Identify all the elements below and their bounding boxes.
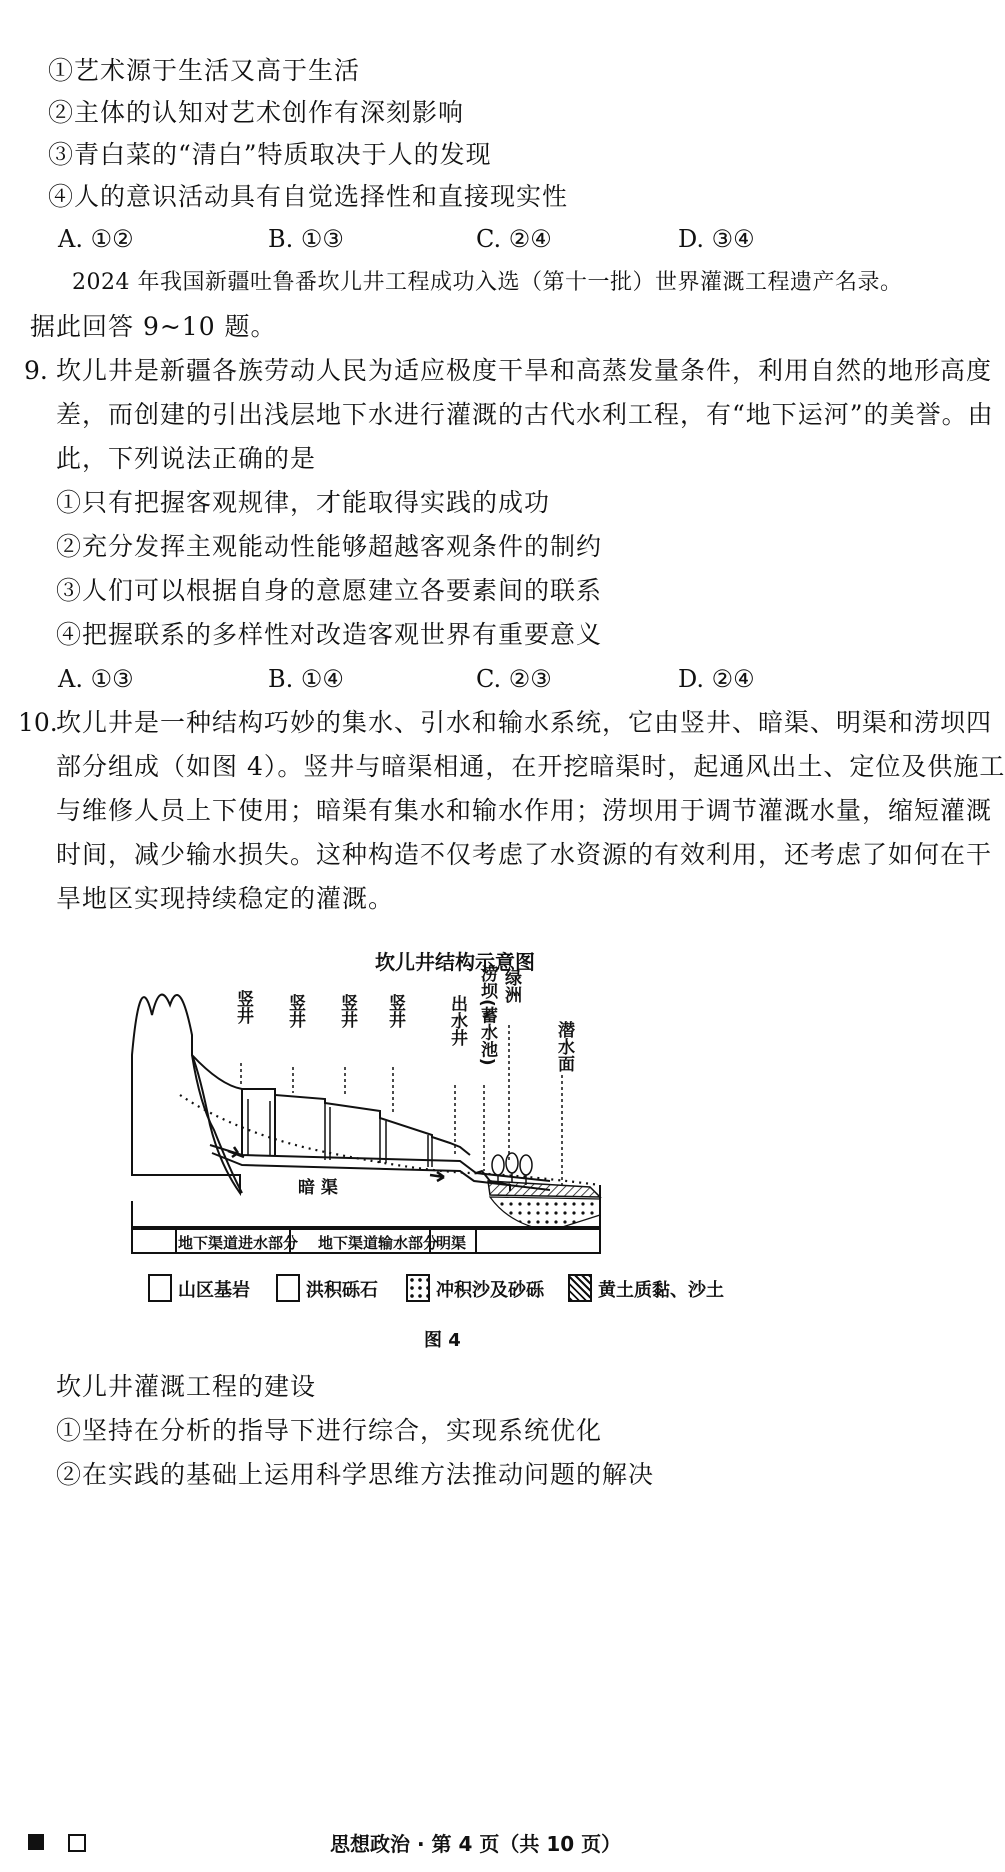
legend-swatch-alluvium — [406, 1274, 430, 1302]
legend-swatch-loess — [568, 1274, 592, 1302]
filled-square-icon — [28, 1834, 44, 1850]
legend-swatch-gravel — [276, 1274, 300, 1302]
label-dam: 涝坝(蓄水池) — [477, 965, 497, 1066]
prev-item-4: ④人的意识活动具有自觉选择性和直接现实性 — [48, 182, 569, 211]
label-shaft-4: 竖井 — [385, 994, 405, 1028]
q9-stem-line-1: 坎儿井是新疆各族劳动人民为适应极度干旱和高蒸发量条件，利用自然的地形高度 — [56, 356, 993, 385]
prev-item-1: ①艺术源于生活又高于生活 — [48, 56, 361, 85]
open-square-icon — [68, 1834, 86, 1852]
figure-legend — [148, 1270, 748, 1306]
q10-stem-line-2: 部分组成（如图 4）。竖井与暗渠相通，在开挖暗渠时，起通风出土、定位及供施工 — [56, 752, 1005, 781]
label-water-table: 潜水面 — [554, 1021, 574, 1072]
figure-caption: 图 4 — [424, 1330, 461, 1351]
q10-stem-line-1: 坎儿井是一种结构巧妙的集水、引水和输水系统，它由竖井、暗渠、明渠和涝坝四 — [56, 708, 993, 737]
karez-diagram — [130, 965, 730, 1285]
q10-lead: 坎儿井灌溉工程的建设 — [56, 1372, 317, 1401]
q9-item-3: ③人们可以根据自身的意愿建立各要素间的联系 — [56, 576, 603, 605]
intro-line-2: 据此回答 9~10 题。 — [30, 312, 277, 341]
legend-label-bedrock: 山区基岩 — [178, 1280, 250, 1301]
q9-stem-line-2: 差，而创建的引出浅层地下水进行灌溉的古代水利工程，有“地下运河”的美誉。由 — [56, 400, 994, 429]
choice-a: A. ①② — [58, 225, 134, 253]
choice-a: A. ①③ — [58, 665, 134, 693]
legend-label-gravel: 洪积砾石 — [306, 1280, 378, 1301]
label-oasis: 绿洲 — [501, 969, 521, 1003]
label-section-open: 明渠 — [436, 1234, 467, 1252]
label-tunnel: 暗 渠 — [298, 1178, 338, 1198]
q10-stem-line-4: 时间，减少输水损失。这种构造不仅考虑了水资源的有效利用，还考虑了如何在干 — [56, 840, 993, 869]
label-outlet-well: 出水井 — [447, 995, 467, 1046]
choice-b: B. ①④ — [268, 665, 344, 693]
q9-stem-line-3: 此，下列说法正确的是 — [56, 444, 317, 473]
q10-number: 10. — [18, 708, 58, 737]
q9-number: 9. — [24, 356, 48, 385]
label-shaft-2: 竖井 — [285, 994, 305, 1028]
cross-section — [132, 995, 600, 1253]
label-shaft-1: 竖井 — [233, 990, 253, 1024]
choice-b: B. ①③ — [268, 225, 344, 253]
prev-item-3: ③青白菜的“清白”特质取决于人的发现 — [48, 140, 492, 169]
q10-stem-line-3: 与维修人员上下使用；暗渠有集水和输水作用；涝坝用于调节灌溉水量，缩短灌溉 — [56, 796, 993, 825]
q10-item-1: ①坚持在分析的指导下进行综合，实现系统优化 — [56, 1416, 603, 1445]
label-section-transport: 地下渠道输水部分 — [318, 1234, 439, 1252]
q9-item-1: ①只有把握客观规律，才能取得实践的成功 — [56, 488, 551, 517]
page-footer — [0, 1828, 900, 1858]
label-shaft-3: 竖井 — [337, 994, 357, 1028]
choice-c: C. ②④ — [476, 225, 552, 253]
q10-item-2: ②在实践的基础上运用科学思维方法推动问题的解决 — [56, 1460, 655, 1489]
label-section-inlet: 地下渠道进水部分 — [178, 1234, 299, 1252]
legend-swatch-bedrock — [148, 1274, 172, 1302]
figure-title: 坎儿井结构示意图 — [375, 950, 535, 974]
legend-label-loess: 黄土质黏、沙土 — [598, 1280, 724, 1301]
choice-d: D. ②④ — [678, 665, 755, 693]
legend-label-alluvium: 冲积沙及砂砾 — [436, 1280, 544, 1301]
q9-item-4: ④把握联系的多样性对改造客观世界有重要意义 — [56, 620, 603, 649]
footer-page-number: 思想政治 · 第 4 页（共 10 页） — [330, 1832, 622, 1856]
choice-c: C. ②③ — [476, 665, 552, 693]
q9-item-2: ②充分发挥主观能动性能够超越客观条件的制约 — [56, 532, 603, 561]
intro-line-1: 2024 年我国新疆吐鲁番坎儿井工程成功入选（第十一批）世界灌溉工程遗产名录。 — [72, 270, 903, 295]
prev-item-2: ②主体的认知对艺术创作有深刻影响 — [48, 98, 465, 127]
q10-stem-line-5: 旱地区实现持续稳定的灌溉。 — [56, 884, 395, 913]
choice-d: D. ③④ — [678, 225, 755, 253]
